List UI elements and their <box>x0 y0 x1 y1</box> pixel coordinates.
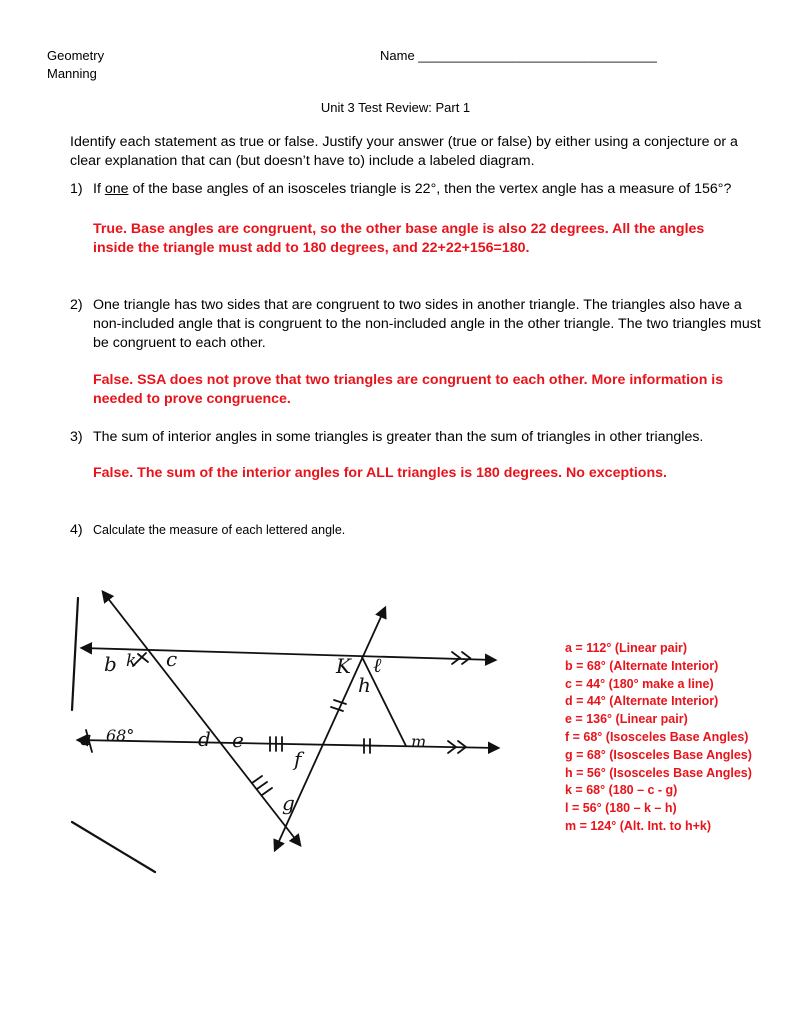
question-1-text <box>93 180 763 199</box>
label-a: a <box>80 726 92 750</box>
answer-key-item: l = 56° (180 – k – h) <box>565 801 677 816</box>
triple-tick-diag <box>262 788 272 795</box>
question-2-number: 2) <box>70 297 83 313</box>
name-field <box>380 47 657 64</box>
label-h: h <box>358 673 371 697</box>
question-1-underlined: one <box>104 181 129 197</box>
answer-key-item: f = 68° (Isosceles Base Angles) <box>565 729 749 744</box>
label-k-lower: k <box>126 651 137 671</box>
answer-key-item: g = 68° (Isosceles Base Angles) <box>565 747 752 762</box>
question-2-answer: False. SSA does not prove that two triangles are congruent to each other. More information is needed to prove congruence. <box>93 372 724 407</box>
course-name: Geometry <box>47 48 105 63</box>
page-title: Unit 3 Test Review: Part 1 <box>320 100 471 115</box>
answer-key <box>565 640 752 836</box>
name-label: Name <box>380 48 419 63</box>
question-4-text: Calculate the measure of each lettered angle. <box>93 523 346 537</box>
name-blank: _________________________________ <box>418 48 657 63</box>
label-b: b <box>104 652 117 676</box>
answer-key-item: m = 124° (Alt. Int. to h+k) <box>565 818 711 833</box>
answer-key-item: e = 136° (Linear pair) <box>565 712 688 727</box>
label-given-68: 68° <box>106 726 135 745</box>
question-3-number: 3) <box>70 429 83 445</box>
label-f: f <box>294 747 302 771</box>
question-1-answer: True. Base angles are congruent, so the other base angle is also 22 degrees. All the angles inside the triangle must add to 180 degrees, and 22+22+156=180. <box>93 221 705 256</box>
scan-edge-mark <box>72 598 78 710</box>
question-4-number: 4) <box>70 522 83 538</box>
label-d: d <box>198 727 211 751</box>
label-g: g <box>282 791 295 815</box>
double-tick-diag <box>331 707 343 711</box>
label-e: e <box>232 728 244 752</box>
question-1-text-before: If <box>93 181 105 197</box>
triple-tick-diag <box>257 782 267 789</box>
triangle-side <box>362 657 406 746</box>
teacher-name: Manning <box>47 66 97 81</box>
label-k-upper: K <box>336 654 351 678</box>
angle-diagram <box>0 570 540 890</box>
answer-key-item: k = 68° (180 – c - g) <box>565 783 678 798</box>
instructions: Identify each statement as true or false. Justify your answer (true or false) by either using a conjecture or a clear explanation that can (but doesn’t have to) include a labeled diagram. <box>70 134 738 169</box>
answer-key-item: b = 68° (Alternate Interior) <box>565 658 719 673</box>
triple-tick-diag <box>252 776 262 783</box>
answer-key-item: d = 44° (Alternate Interior) <box>565 694 719 709</box>
label-m: m <box>411 732 427 751</box>
answer-key-item: c = 44° (180° make a line) <box>565 676 714 691</box>
label-c: c <box>166 647 178 671</box>
parallel-mark-top <box>462 652 470 664</box>
question-1-text-after: of the base angles of an isosceles triangle is 22°, then the vertex angle has a measure of 156°? <box>128 181 732 197</box>
bottom-parallel-line <box>78 740 498 748</box>
answer-key-item: a = 112° (Linear pair) <box>565 641 688 655</box>
double-tick-diag <box>334 700 346 704</box>
question-3-answer: False. The sum of the interior angles for ALL triangles is 180 degrees. No exceptions. <box>93 465 667 481</box>
left-transversal <box>103 592 300 845</box>
question-3-text: The sum of interior angles in some triangles is greater than the sum of triangles in other triangles. <box>93 429 704 445</box>
answer-key-item: h = 56° (Isosceles Base Angles) <box>565 765 752 780</box>
scan-edge-mark <box>72 822 155 872</box>
question-2-text: One triangle has two sides that are congruent to two sides in another triangle. The triangles also have a non-included angle that is congruent to the non-included angle in the other triangle. The two triangles must be congruent to each other. <box>93 297 761 351</box>
question-1-number: 1) <box>70 181 83 197</box>
label-l: ℓ <box>373 653 382 677</box>
